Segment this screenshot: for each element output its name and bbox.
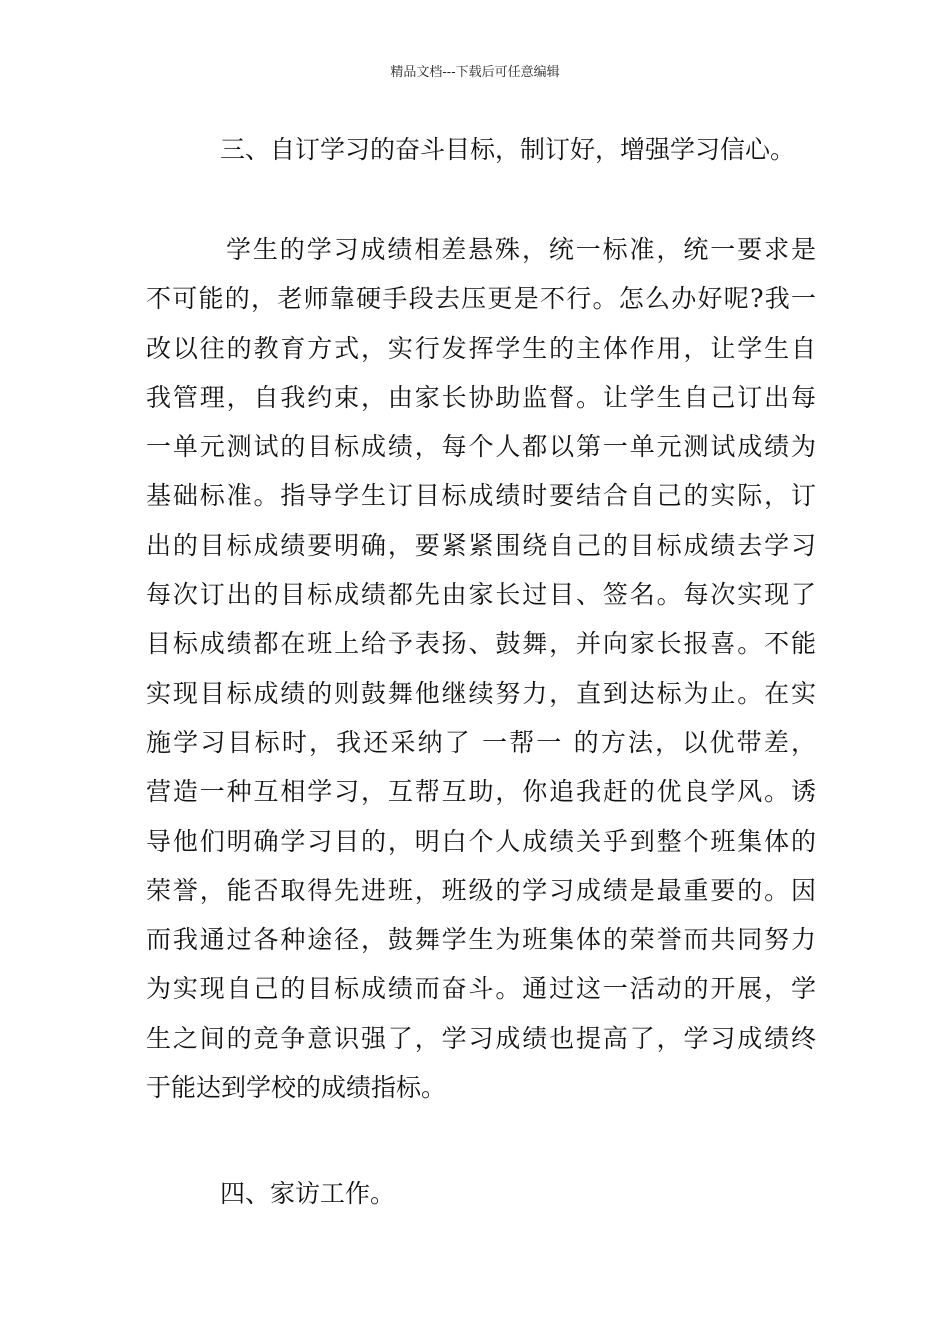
body-line: 基础标准。指导学生订目标成绩时要结合自己的实际，订 — [146, 481, 816, 511]
body-line: 施学习目标时，我还采纳了 一帮一 的方法，以优带差， — [146, 727, 816, 757]
section-4-heading: 四、家访工作。 — [220, 1179, 396, 1208]
body-line: 一单元测试的目标成绩，每个人都以第一单元测试成绩为 — [146, 432, 816, 462]
section-3-heading: 三、自订学习的奋斗目标，制订好，增强学习信心。 — [220, 135, 796, 164]
body-line: 每次订出的目标成绩都先由家长过目、签名。每次实现了 — [146, 580, 816, 610]
body-line: 目标成绩都在班上给予表扬、鼓舞，并向家长报喜。不能 — [146, 629, 816, 659]
section-3-body — [146, 232, 816, 1119]
body-line: 我管理，自我约束，由家长协助监督。让学生自己订出每 — [146, 382, 816, 412]
body-line: 营造一种互相学习，互帮互助，你追我赶的优良学风。诱 — [146, 777, 816, 807]
body-line: 于能达到学校的成绩指标。 — [146, 1073, 447, 1103]
page-header: 精品文档---下载后可任意编辑 — [390, 65, 560, 80]
body-line: 改以往的教育方式，实行发挥学生的主体作用，让学生自 — [146, 333, 816, 363]
body-line: 出的目标成绩要明确，要紧紧围绕自己的目标成绩去学习 — [146, 530, 816, 560]
body-line: 学生的学习成绩相差悬殊，统一标准，统一要求是 — [226, 235, 816, 264]
body-line: 生之间的竞争意识强了，学习成绩也提高了，学习成绩终 — [146, 1023, 816, 1053]
body-line: 实现目标成绩的则鼓舞他继续努力，直到达标为止。在实 — [146, 678, 816, 708]
body-line: 荣誉，能否取得先进班，班级的学习成绩是最重要的。因 — [146, 875, 816, 905]
body-line: 为实现自己的目标成绩而奋斗。通过这一活动的开展，学 — [146, 974, 816, 1004]
body-line: 而我通过各种途径，鼓舞学生为班集体的荣誉而共同努力 — [146, 925, 816, 955]
body-line: 不可能的，老师靠硬手段去压更是不行。怎么办好呢?我一 — [146, 284, 816, 314]
body-line: 导他们明确学习目的，明白个人成绩关乎到整个班集体的 — [146, 826, 816, 856]
